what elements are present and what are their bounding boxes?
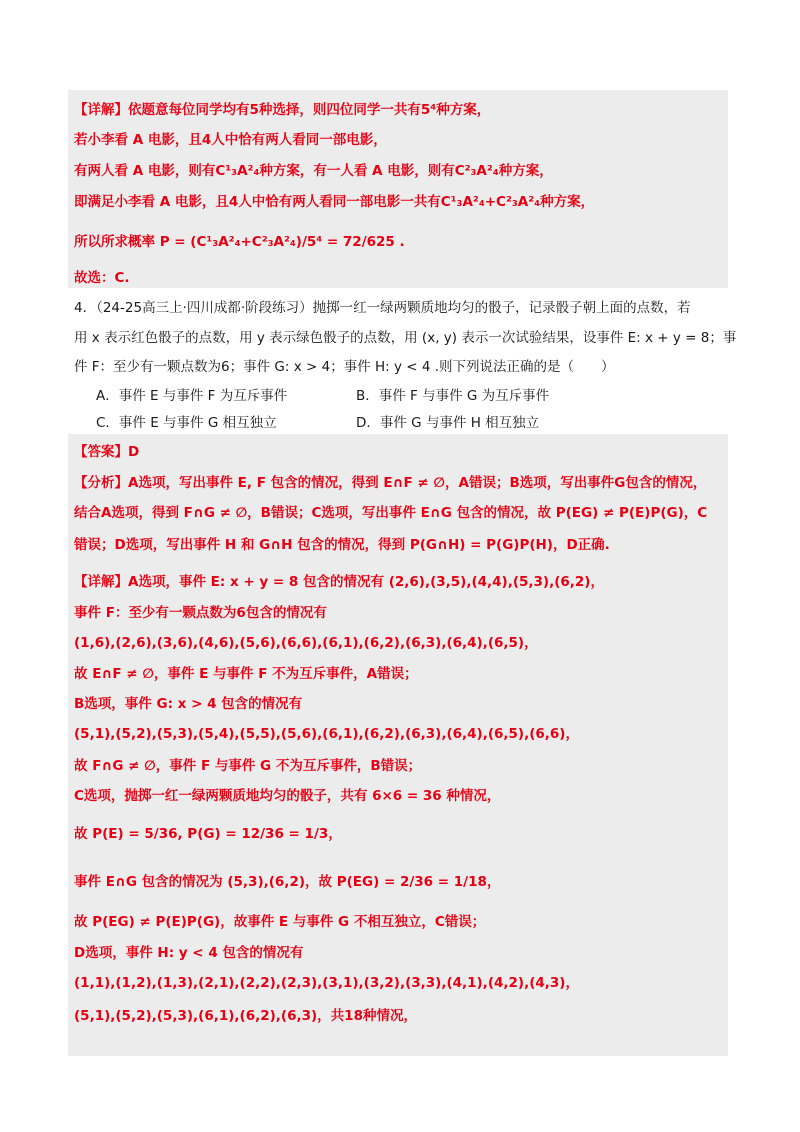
q4-detail-line-1: 【详解】A选项，事件 E: x + y = 8 包含的情况有 (2,6),(3,5),(4,4),(5,3),(6,2)， bbox=[74, 574, 604, 590]
q3-detail-line-4: 即满足小李看 A 电影，且4人中恰有两人看同一部电影一共有C¹₃A²₄+C²₃A²₄种方案， bbox=[74, 194, 595, 210]
q4-stem-line-3: 件 F：至少有一颗点数为6；事件 G: x > 4；事件 H: y < 4 .则下列说法正确的是（ ） bbox=[74, 359, 615, 375]
q3-detail-line-1: 【详解】依题意每位同学均有5种选择，则四位同学一共有5⁴种方案， bbox=[74, 102, 491, 118]
q4-analysis-line-1: 【分析】A选项，写出事件 E, F 包含的情况，得到 E∩F ≠ ∅，A错误；B选项，写出事件G包含的情况， bbox=[74, 475, 707, 491]
q4-detail-line-9: 故 P(E) = 5/36, P(G) = 12/36 = 1/3， bbox=[74, 826, 342, 842]
q4-option-d: D．事件 G 与事件 H 相互独立 bbox=[356, 415, 540, 431]
q3-detail-line-5: 所以所求概率 P = (C¹₃A²₄+C²₃A²₄)/5⁴ = 72/625 . bbox=[74, 234, 405, 250]
q4-detail-line-7: 故 F∩G ≠ ∅，事件 F 与事件 G 不为互斥事件，B错误； bbox=[74, 758, 422, 774]
q3-detail-line-6: 故选：C. bbox=[74, 270, 130, 286]
q4-detail-line-11: 故 P(EG) ≠ P(E)P(G)，故事件 E 与事件 G 不相互独立，C错误； bbox=[74, 914, 486, 930]
q4-option-b: B．事件 F 与事件 G 为互斥事件 bbox=[356, 388, 550, 404]
q4-analysis-line-2: 结合A选项，得到 F∩G ≠ ∅，B错误；C选项，写出事件 E∩G 包含的情况，故 P(EG) ≠ P(E)P(G)，C bbox=[74, 505, 708, 521]
q4-detail-line-13: (1,1),(1,2),(1,3),(2,1),(2,2),(2,3),(3,1),(3,2),(3,3),(4,1),(4,2),(4,3)， bbox=[74, 975, 579, 991]
q4-option-a: A．事件 E 与事件 F 为互斥事件 bbox=[96, 388, 288, 404]
q4-stem-line-1: 4．（24-25高三上·四川成都·阶段练习）抛掷一红一绿两颗质地均匀的骰子，记录骰子朝上面的点数，若 bbox=[74, 300, 691, 316]
q4-analysis-line-3: 错误；D选项，写出事件 H 和 G∩H 包含的情况，得到 P(G∩H) = P(G)P(H)，D正确. bbox=[74, 537, 610, 553]
q4-detail-line-6: (5,1),(5,2),(5,3),(5,4),(5,5),(5,6),(6,1),(6,2),(6,3),(6,4),(6,5),(6,6)， bbox=[74, 726, 579, 742]
q4-detail-line-5: B选项，事件 G: x > 4 包含的情况有 bbox=[74, 696, 303, 712]
q4-answer: 【答案】D bbox=[74, 444, 140, 460]
q4-option-c: C．事件 E 与事件 G 相互独立 bbox=[96, 415, 277, 431]
q4-detail-line-14: (5,1),(5,2),(5,3),(6,1),(6,2),(6,3)，共18种情况， bbox=[74, 1008, 417, 1024]
q4-detail-line-4: 故 E∩F ≠ ∅，事件 E 与事件 F 不为互斥事件，A错误； bbox=[74, 666, 418, 682]
q4-detail-line-3: (1,6),(2,6),(3,6),(4,6),(5,6),(6,6),(6,1),(6,2),(6,3),(6,4),(6,5)， bbox=[74, 635, 538, 651]
q4-detail-line-8: C选项，抛掷一红一绿两颗质地均匀的骰子，共有 6×6 = 36 种情况， bbox=[74, 788, 501, 804]
q4-stem-line-2: 用 x 表示红色骰子的点数，用 y 表示绿色骰子的点数，用 (x, y) 表示一次试验结果，设事件 E: x + y = 8；事 bbox=[74, 330, 737, 346]
q3-detail-line-2: 若小李看 A 电影，且4人中恰有两人看同一部电影， bbox=[74, 132, 387, 148]
q4-detail-line-10: 事件 E∩G 包含的情况为 (5,3),(6,2)，故 P(EG) = 2/36 = 1/18， bbox=[74, 874, 501, 890]
q4-detail-line-2: 事件 F：至少有一颗点数为6包含的情况有 bbox=[74, 605, 327, 621]
q3-detail-line-3: 有两人看 A 电影，则有C¹₃A²₄种方案，有一人看 A 电影，则有C²₃A²₄种方案， bbox=[74, 163, 553, 179]
q4-detail-line-12: D选项，事件 H: y < 4 包含的情况有 bbox=[74, 945, 304, 961]
